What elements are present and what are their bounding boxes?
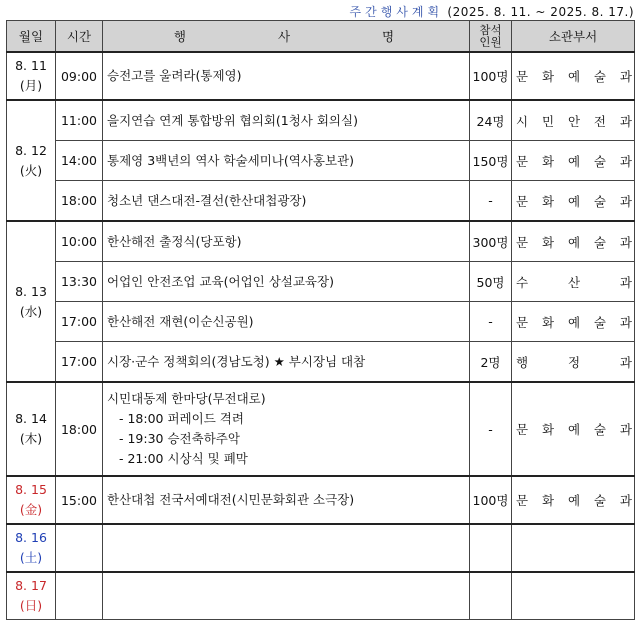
dept-char: 화	[541, 422, 555, 437]
schedule-header	[350, 3, 634, 20]
date-label: 8. 17	[15, 578, 47, 593]
event-name: 승전고를 울려라(통제영)	[107, 68, 242, 83]
table-header-row	[7, 21, 635, 53]
dept-char: 예	[567, 314, 581, 330]
dept-char: 술	[593, 314, 606, 330]
date-label: 8. 11	[15, 58, 47, 73]
table-row	[7, 141, 635, 181]
date-label: 8. 14	[15, 411, 47, 426]
date-label: 8. 13	[15, 283, 47, 299]
event-cell	[103, 181, 470, 222]
weekday-label: (金)	[19, 502, 43, 517]
date-label: 8. 12	[15, 142, 47, 158]
column-header-event: 행 사 명	[103, 21, 470, 53]
dept-cell	[512, 100, 635, 141]
table-row	[7, 302, 635, 342]
dept-char: 술	[593, 493, 606, 508]
event-cell	[103, 572, 470, 620]
schedule-table	[6, 20, 635, 620]
attendees-cell: 100명	[470, 52, 512, 100]
dept-char: 문	[516, 493, 529, 508]
time-cell: 17:00	[56, 302, 103, 342]
weekday-label: (水)	[19, 303, 43, 319]
date-cell	[7, 100, 56, 221]
event-name: 시민대동제 한마당(무전대로)	[107, 391, 266, 406]
dept-name	[512, 491, 634, 509]
date-cell	[7, 221, 56, 382]
table-row	[7, 476, 635, 524]
time-cell: 15:00	[56, 476, 103, 524]
table-row	[7, 181, 635, 222]
event-name: 한산해전 출정식(당포항)	[107, 233, 242, 249]
dept-name	[512, 192, 634, 210]
dept-char: 예	[567, 422, 581, 437]
attendees-cell: -	[470, 302, 512, 342]
time-cell: 18:00	[56, 382, 103, 476]
time-cell: 18:00	[56, 181, 103, 222]
dept-char: 산	[567, 274, 581, 290]
dept-name	[512, 273, 634, 291]
event-cell	[103, 524, 470, 572]
event-cell	[103, 262, 470, 302]
dept-char: 화	[541, 153, 555, 169]
event-name: 청소년 댄스대전-결선(한산대첩광장)	[107, 192, 307, 208]
dept-char: 예	[567, 193, 581, 209]
weekday-label: (日)	[19, 598, 43, 613]
schedule-title: 주간행사계획	[349, 5, 444, 19]
weekday-label: (火)	[19, 162, 43, 178]
attendees-cell: 2명	[470, 342, 512, 383]
dept-char: 안	[567, 113, 581, 129]
dept-cell	[512, 382, 635, 476]
event-name: 한산해전 재현(이순신공원)	[107, 313, 254, 329]
dept-char: 화	[541, 234, 555, 250]
dept-cell	[512, 262, 635, 302]
dept-char: 과	[619, 153, 632, 169]
table-row	[7, 221, 635, 262]
event-name: 어업인 안전조업 교육(어업인 상설교육장)	[107, 273, 334, 289]
date-cell	[7, 476, 56, 524]
schedule-body	[7, 52, 635, 620]
event-name: 을지연습 연계 통합방위 협의회(1청사 회의실)	[107, 112, 358, 128]
event-cell	[103, 100, 470, 141]
time-cell: 09:00	[56, 52, 103, 100]
event-cell	[103, 302, 470, 342]
date-label: 8. 15	[15, 482, 47, 497]
dept-char: 과	[619, 234, 632, 250]
dept-cell	[512, 342, 635, 383]
dept-cell	[512, 52, 635, 100]
dept-cell	[512, 221, 635, 262]
time-cell: 11:00	[56, 100, 103, 141]
attendees-cell: 50명	[470, 262, 512, 302]
table-row	[7, 524, 635, 572]
dept-char: 화	[541, 69, 555, 84]
dept-char: 술	[593, 193, 606, 209]
attendees-cell	[470, 524, 512, 572]
event-cell	[103, 141, 470, 181]
time-cell: 10:00	[56, 221, 103, 262]
dept-char: 과	[619, 493, 632, 508]
dept-char: 문	[516, 69, 529, 84]
dept-char: 문	[516, 153, 529, 169]
table-row	[7, 262, 635, 302]
attendees-cell: 300명	[470, 221, 512, 262]
dept-char: 문	[516, 314, 529, 330]
dept-name	[512, 112, 634, 130]
weekday-label: (月)	[19, 78, 43, 93]
attendees-cell: 150명	[470, 141, 512, 181]
time-cell: 14:00	[56, 141, 103, 181]
dept-cell	[512, 141, 635, 181]
dept-char: 예	[567, 234, 581, 250]
date-cell	[7, 572, 56, 620]
time-cell: 13:30	[56, 262, 103, 302]
dept-char: 예	[567, 153, 581, 169]
dept-cell	[512, 302, 635, 342]
time-cell	[56, 572, 103, 620]
time-cell: 17:00	[56, 342, 103, 383]
dept-cell	[512, 524, 635, 572]
event-name: 시장·군수 정책회의(경남도청) ★ 부시장님 대참	[107, 353, 366, 369]
dept-char: 과	[619, 422, 632, 437]
table-row	[7, 382, 635, 476]
dept-char: 수	[516, 274, 529, 290]
dept-cell	[512, 181, 635, 222]
event-cell	[103, 382, 470, 476]
dept-char: 술	[593, 234, 606, 250]
column-header-date: 월일	[7, 21, 56, 53]
dept-char: 시	[516, 113, 529, 129]
attendees-cell: 100명	[470, 476, 512, 524]
table-row	[7, 342, 635, 383]
dept-char: 술	[593, 153, 606, 169]
dept-char: 화	[541, 193, 555, 209]
dept-char: 과	[619, 354, 632, 370]
dept-char: 예	[567, 493, 581, 508]
dept-char: 과	[619, 113, 632, 129]
dept-name	[512, 353, 634, 371]
dept-char: 과	[619, 193, 632, 209]
dept-char: 민	[541, 113, 555, 129]
dept-char: 과	[619, 69, 632, 84]
weekday-label: (木)	[19, 431, 43, 446]
dept-char: 과	[619, 274, 632, 290]
dept-char: 전	[593, 113, 606, 129]
dept-char: 화	[541, 493, 555, 508]
attendees-header-text: 참석인원	[479, 23, 502, 49]
date-cell	[7, 52, 56, 100]
event-sub-item: - 19:30 승전축하주악	[119, 431, 240, 446]
event-cell	[103, 52, 470, 100]
table-row	[7, 52, 635, 100]
table-row	[7, 100, 635, 141]
dept-name	[512, 233, 634, 251]
dept-char: 술	[593, 69, 606, 84]
date-cell	[7, 382, 56, 476]
table-row	[7, 572, 635, 620]
date-label: 8. 16	[15, 530, 47, 545]
dept-name	[512, 313, 634, 331]
dept-name	[512, 420, 634, 438]
column-header-dept: 소관부서	[512, 21, 635, 53]
dept-char: 예	[567, 69, 581, 84]
column-header-time: 시간	[56, 21, 103, 53]
dept-char: 술	[593, 422, 606, 437]
attendees-cell	[470, 572, 512, 620]
dept-name	[512, 152, 634, 170]
dept-char: 문	[516, 422, 529, 437]
attendees-cell: 24명	[470, 100, 512, 141]
event-cell	[103, 221, 470, 262]
dept-char: 화	[541, 314, 555, 330]
event-sub-item: - 18:00 퍼레이드 격려	[119, 411, 244, 426]
event-sub-item: - 21:00 시상식 및 폐막	[119, 451, 248, 466]
attendees-cell: -	[470, 382, 512, 476]
attendees-cell: -	[470, 181, 512, 222]
dept-char: 문	[516, 193, 529, 209]
event-name: 한산대첩 전국서예대전(시민문화회관 소극장)	[107, 492, 355, 507]
time-cell	[56, 524, 103, 572]
date-cell	[7, 524, 56, 572]
dept-char: 행	[516, 354, 529, 370]
column-header-attendees	[470, 21, 512, 53]
weekday-label: (土)	[19, 550, 43, 565]
event-name: 통제영 3백년의 역사 학술세미나(역사홍보관)	[107, 152, 354, 168]
schedule-date-range: (2025. 8. 11. ~ 2025. 8. 17.)	[447, 5, 634, 19]
dept-char: 문	[516, 234, 529, 250]
dept-char: 정	[567, 354, 581, 370]
dept-cell	[512, 476, 635, 524]
event-cell	[103, 342, 470, 383]
dept-name	[512, 67, 634, 85]
dept-char: 과	[619, 314, 632, 330]
dept-cell	[512, 572, 635, 620]
event-cell	[103, 476, 470, 524]
